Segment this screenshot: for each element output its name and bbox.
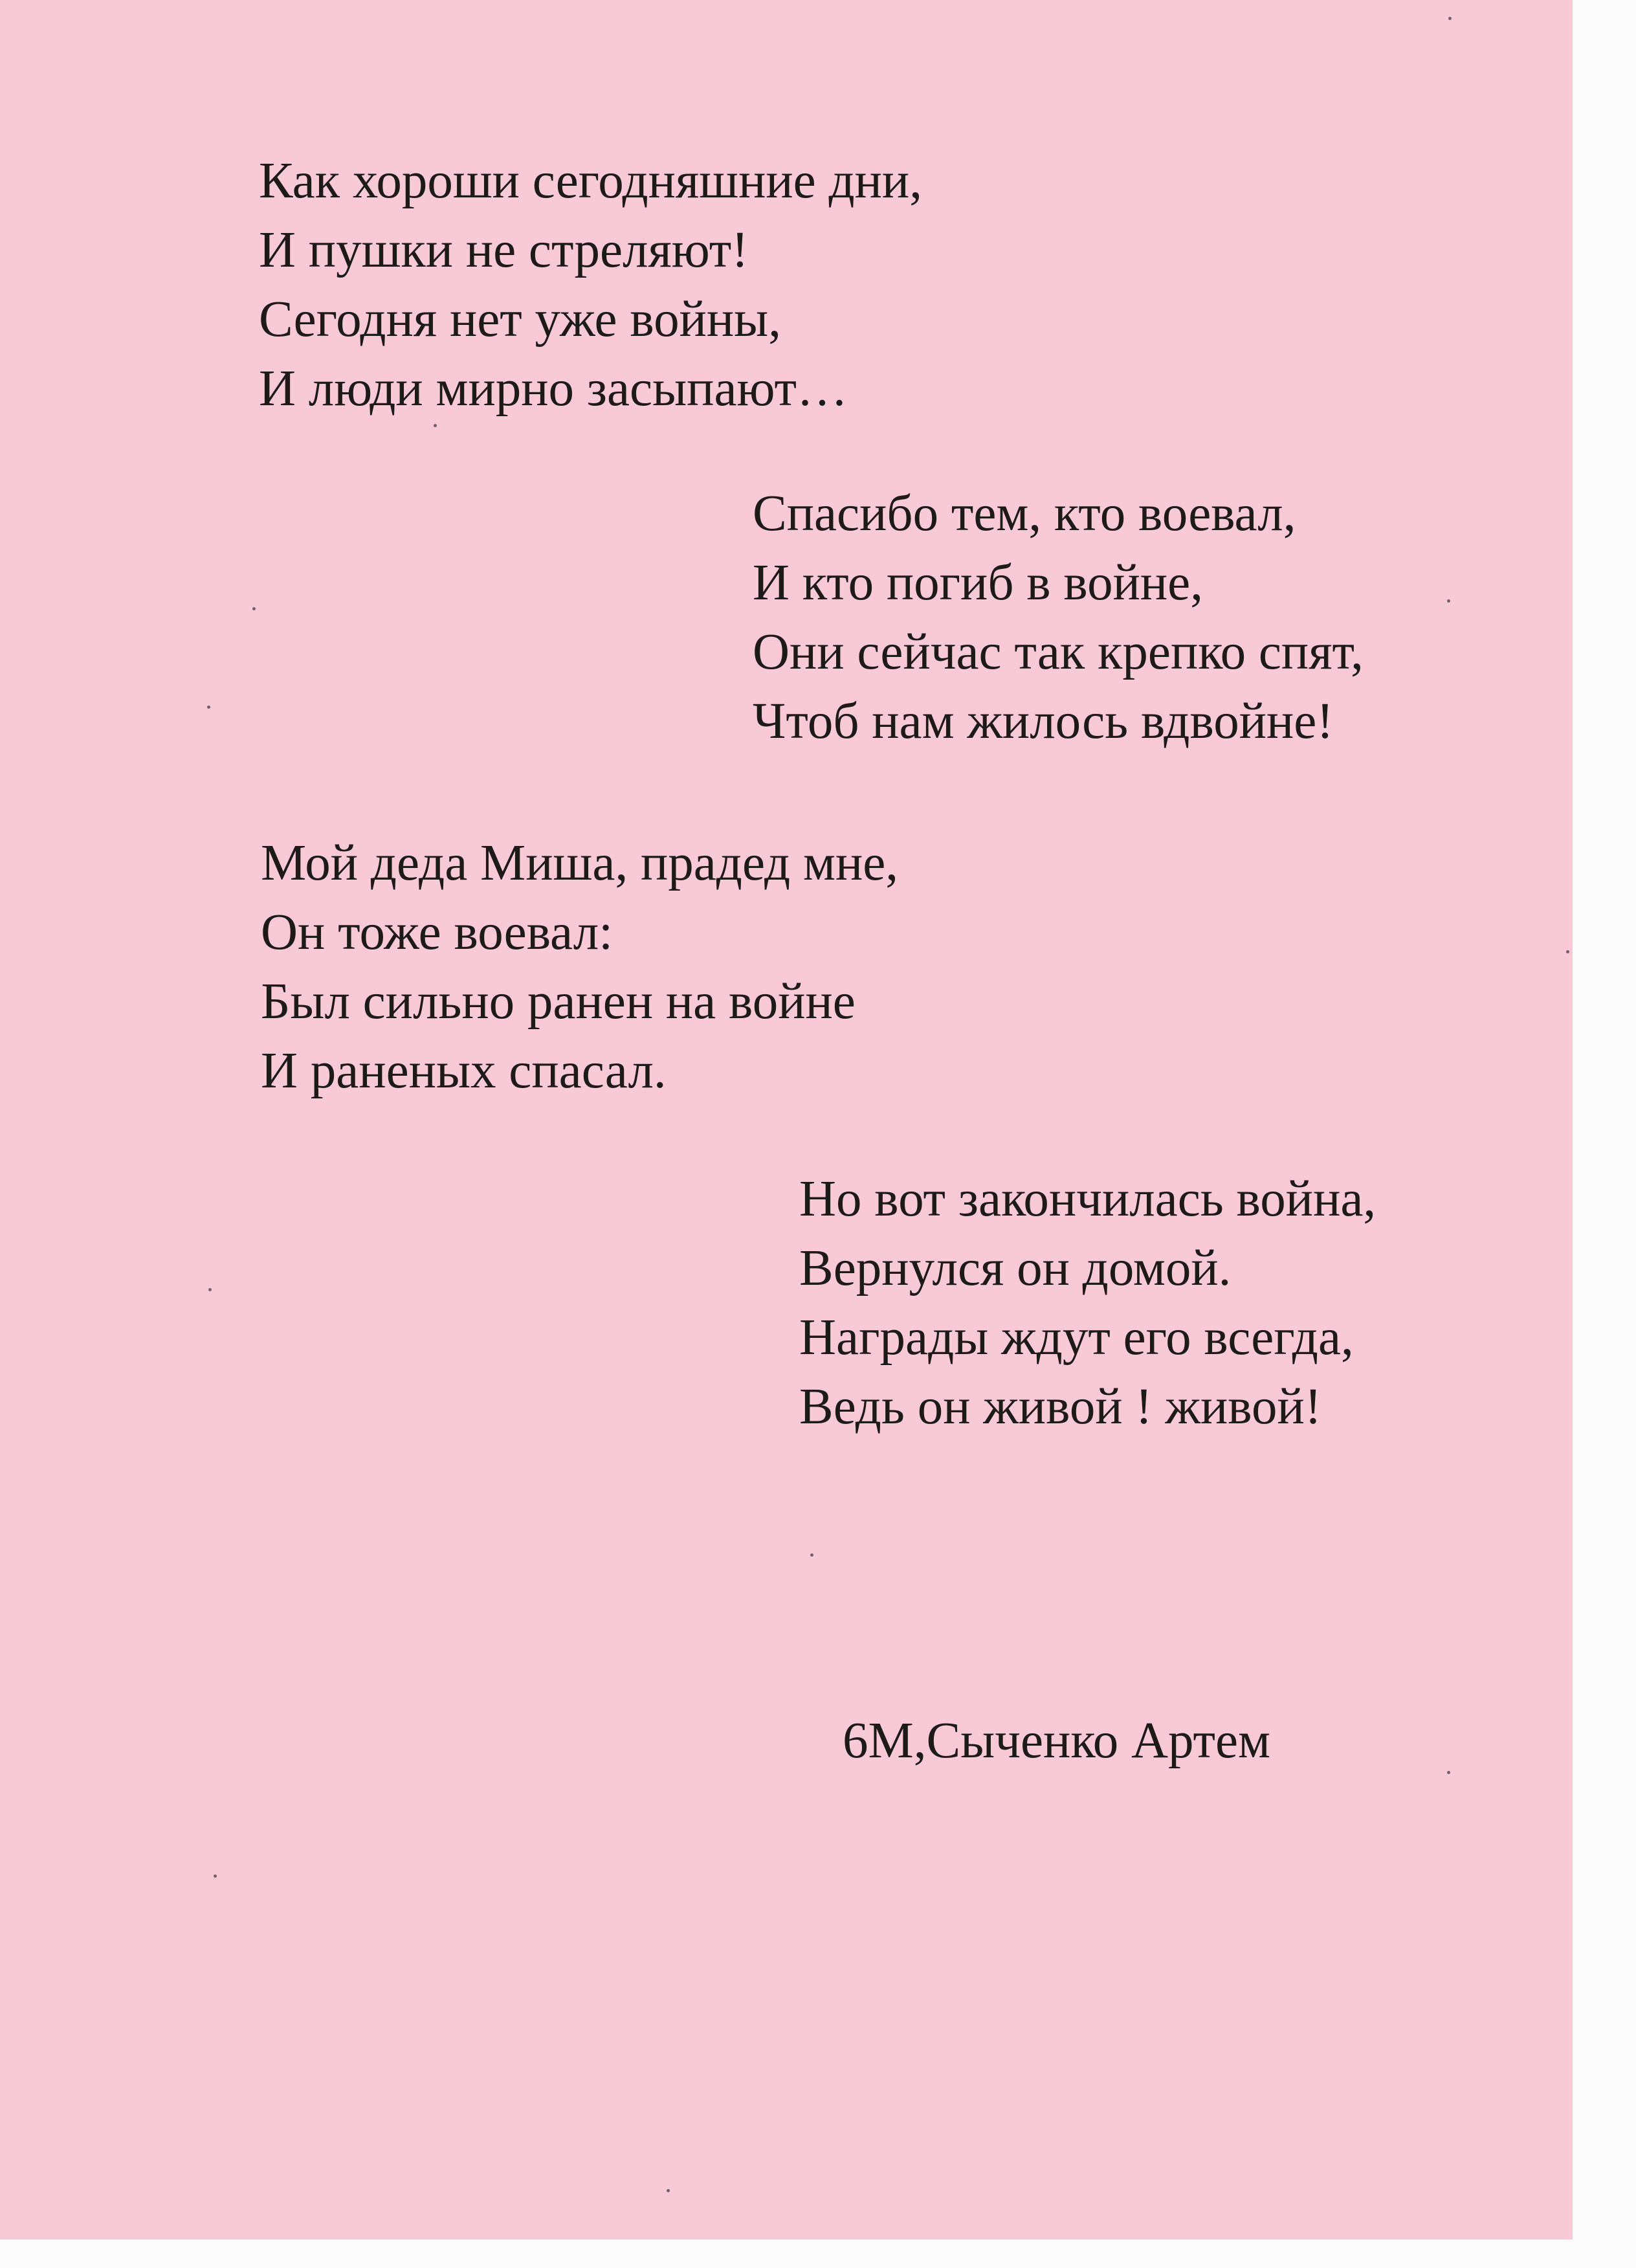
- scan-speck: [1447, 1771, 1450, 1774]
- scan-speck: [214, 1874, 217, 1878]
- poem-line: Они сейчас так крепко спят,: [753, 624, 1364, 680]
- poem-stanza-1: [259, 146, 922, 423]
- poem-line: И люди мирно засыпают…: [259, 361, 848, 417]
- poem-line: Он тоже воевал:: [261, 904, 614, 961]
- poem-line: Чтоб нам жилось вдвойне!: [753, 693, 1334, 750]
- poem-line: Сегодня нет уже войны,: [259, 291, 782, 348]
- poem-line: Ведь он живой ! живой!: [799, 1379, 1322, 1435]
- poem-stanza-4: [799, 1164, 1376, 1441]
- scan-margin-bottom: [0, 2240, 1636, 2268]
- poem-line: И раненых спасал.: [261, 1043, 667, 1099]
- scan-speck: [1566, 950, 1569, 953]
- poem-line: Награды ждут его всегда,: [799, 1309, 1354, 1366]
- scan-speck: [208, 1288, 212, 1291]
- poem-line: Мой деда Миша, прадед мне,: [261, 835, 899, 891]
- scan-speck: [1447, 599, 1450, 603]
- poem-line: И кто погиб в войне,: [753, 555, 1203, 611]
- scan-speck: [434, 424, 437, 427]
- poem-line: И пушки не стреляют!: [259, 222, 749, 278]
- poem-stanza-2: [753, 479, 1364, 756]
- scan-speck: [810, 1553, 813, 1557]
- poem-stanza-3: [261, 828, 898, 1106]
- scan-speck: [1448, 17, 1452, 20]
- poem-line: Но вот закончилась война,: [799, 1171, 1376, 1227]
- author-signature: 6М,Сыченко Артем: [843, 1713, 1271, 1769]
- scan-margin-right: [1573, 0, 1636, 2268]
- poem-line: Как хороши сегодняшние дни,: [259, 153, 922, 209]
- scan-speck: [667, 2189, 670, 2192]
- poem-line: Вернулся он домой.: [799, 1240, 1232, 1296]
- poem-line: Спасибо тем, кто воевал,: [753, 485, 1296, 542]
- poem-line: Был сильно ранен на войне: [261, 973, 856, 1030]
- scan-speck: [207, 706, 210, 709]
- scan-speck: [252, 607, 256, 610]
